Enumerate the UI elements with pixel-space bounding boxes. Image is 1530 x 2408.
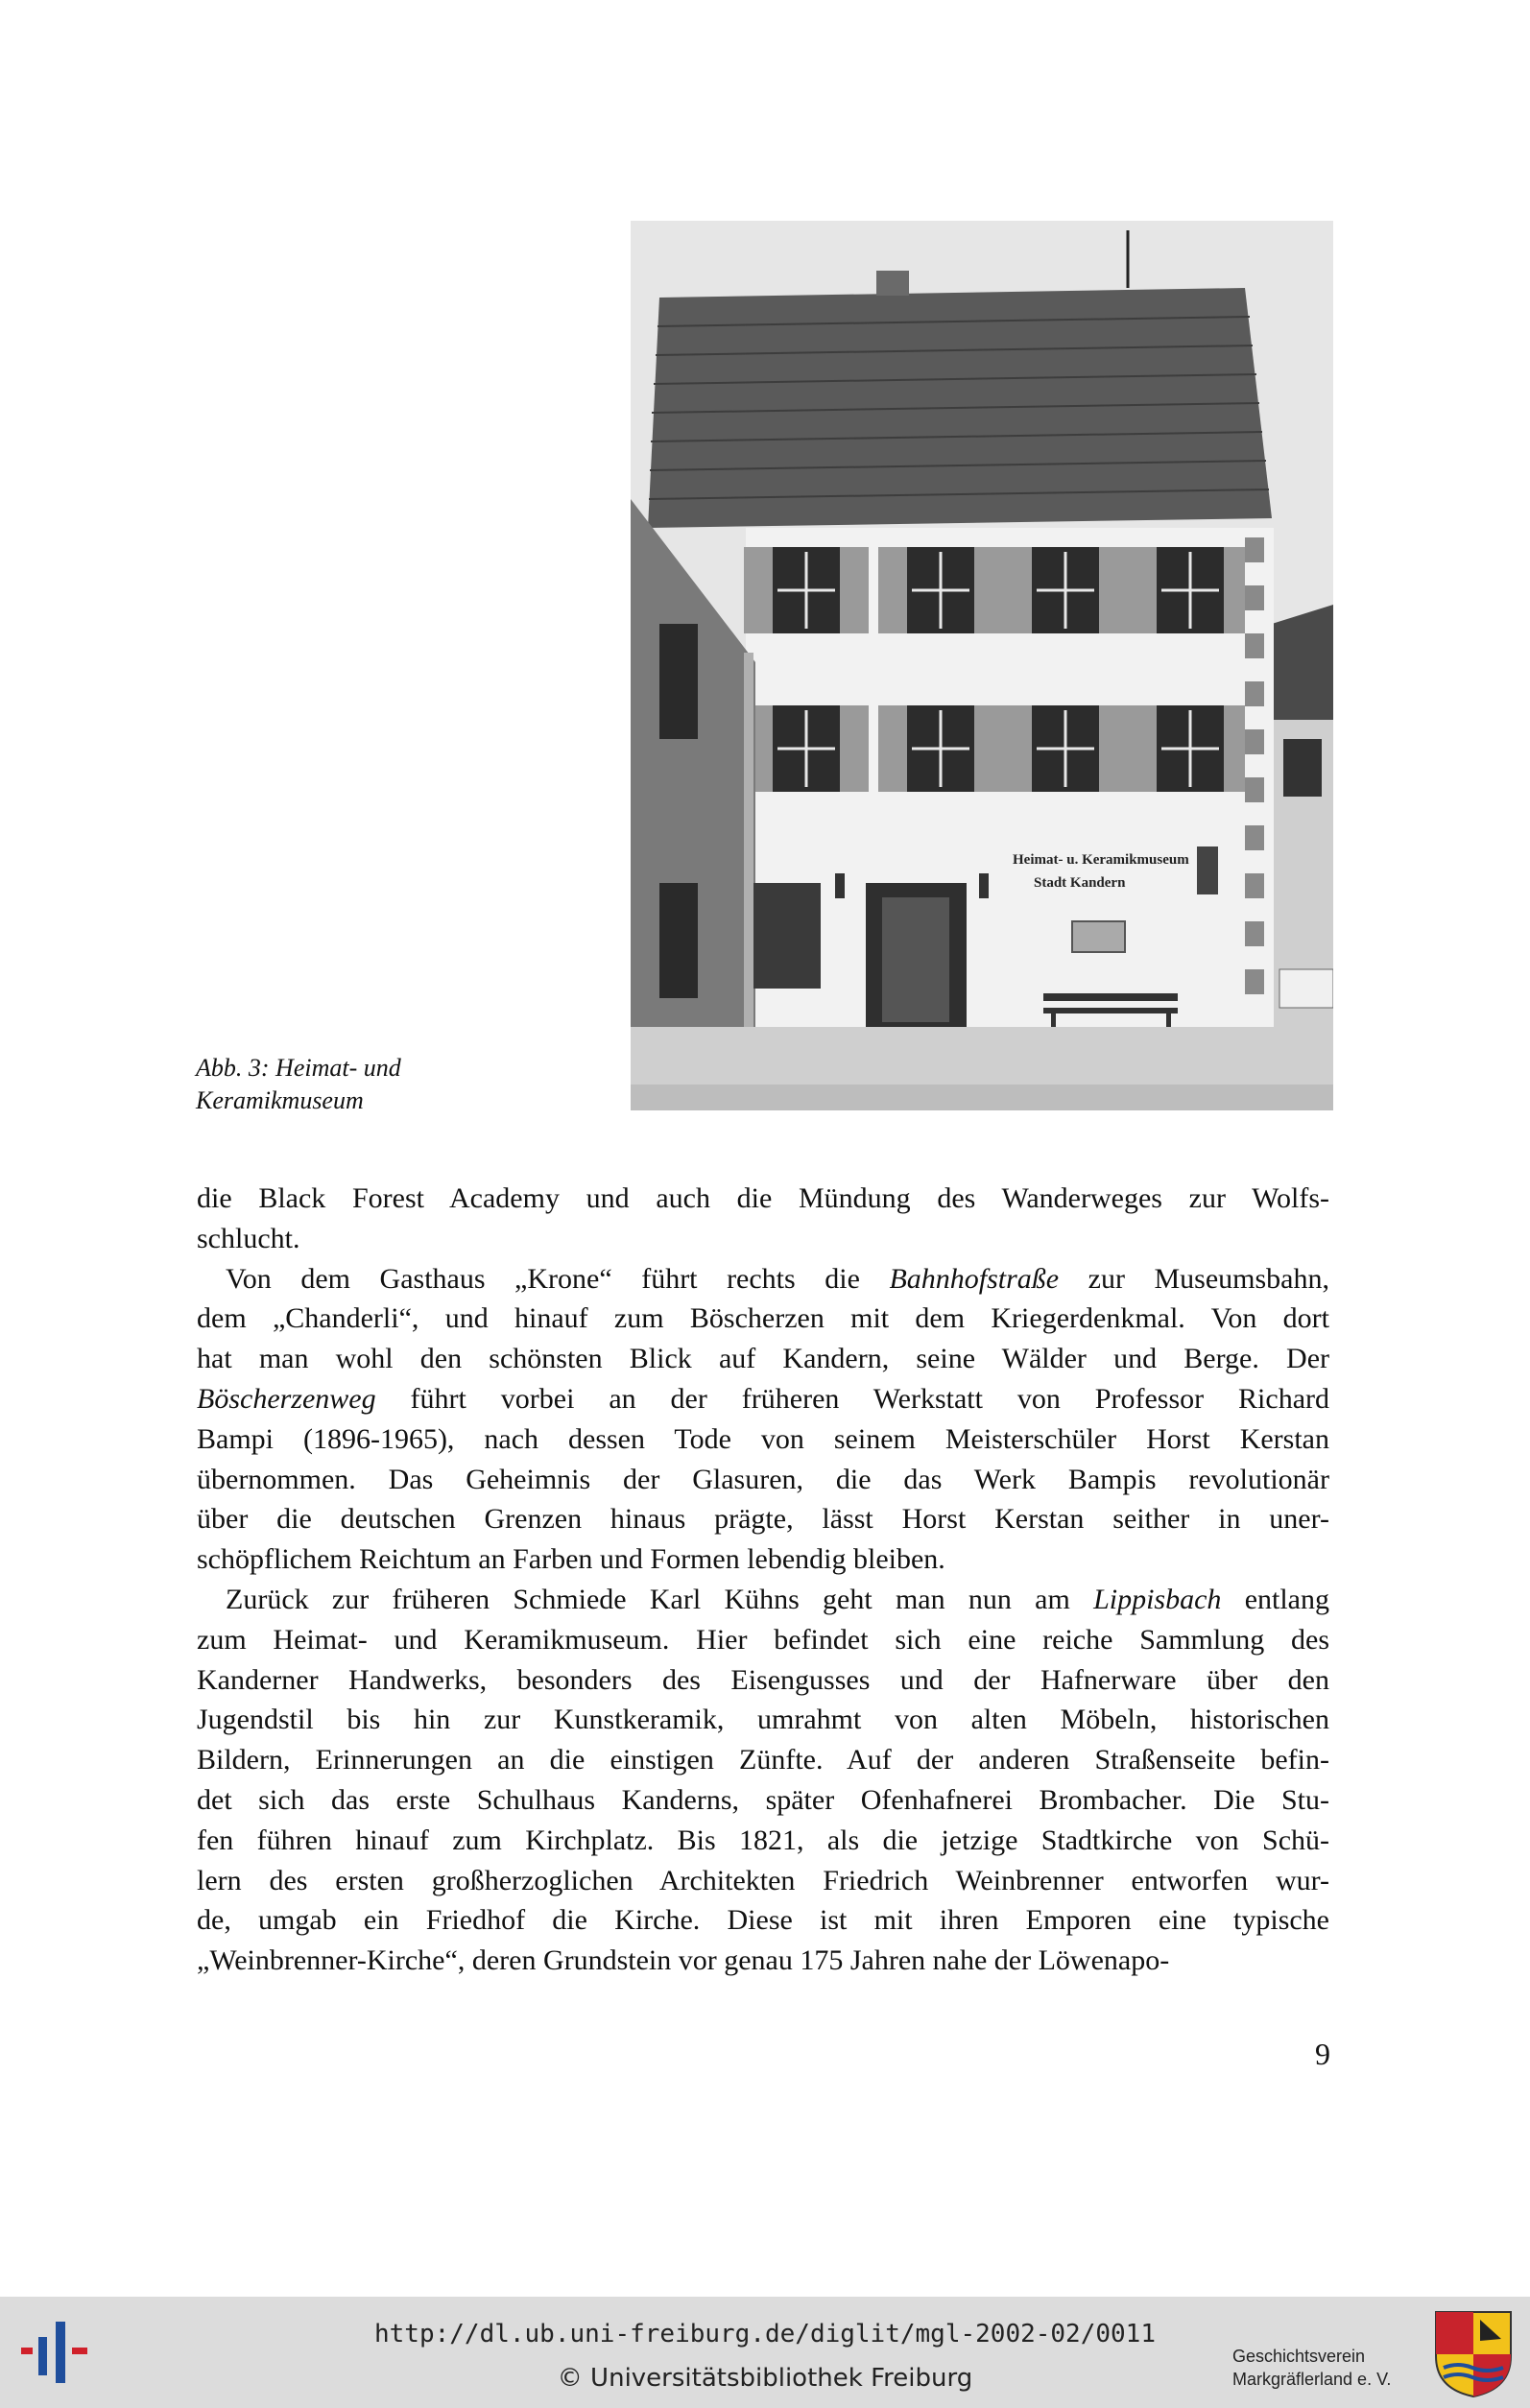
text-line [197,1900,1329,1941]
italic-term: Bahnhofstraße [889,1262,1060,1295]
italic-term: Lippisbach [1093,1583,1222,1615]
text-segment: die Black Forest Academy und auch die Mündung des Wanderweges zur Wolfs- [197,1182,1329,1214]
page-number: 9 [1315,2037,1330,2071]
text-segment: dem „Chanderli“, und hinauf zum Böscherzen mit dem Kriegerdenkmal. Von dort [197,1302,1329,1335]
text-segment: det sich das erste Schulhaus Kanderns, später Ofenhafnerei Brombacher. Die Stu- [197,1783,1329,1816]
text-line [197,1499,1329,1539]
text-line [197,1419,1329,1460]
museum-building-illustration [631,221,1333,1110]
text-line [197,1740,1329,1780]
footer-copyright: © Universitätsbibliothek Freiburg [557,2364,973,2393]
text-line [197,1821,1329,1861]
society-line-2: Markgräflerland e. V. [1232,2370,1392,2389]
text-segment: schöpflichem Reichtum an Farben und Formen lebendig bleiben. [197,1543,945,1576]
text-line [197,1580,1329,1620]
text-segment: fen führen hinauf zum Kirchplatz. Bis 1821, als die jetzige Stadtkirche von Schü- [197,1824,1329,1856]
museum-sign-line1: Heimat- u. Keramikmuseum [1013,852,1189,868]
text-line [197,1299,1329,1339]
text-segment: de, umgab ein Friedhof die Kirche. Diese ist mit ihren Emporen eine typische [197,1904,1329,1937]
text-line [197,1179,1329,1219]
text-segment: führt vorbei an der früheren Werkstatt von Professor Richard [375,1382,1329,1415]
text-line [197,1660,1329,1701]
body-text [197,1179,1329,1981]
text-segment: Zurück zur früheren Schmiede Karl Kühns geht man nun am [226,1583,1094,1615]
text-segment: übernommen. Das Geheimnis der Glasuren, die das Werk Bampis revolutionär [197,1463,1329,1495]
text-line [197,1700,1329,1740]
museum-sign-line2: Stadt Kandern [1034,875,1126,891]
footer-bar [0,2297,1530,2408]
text-line [197,1339,1329,1379]
text-segment: schlucht. [197,1222,300,1254]
caption-line-1: Abb. 3: Heimat- und [196,1054,401,1082]
text-segment: Jugendstil bis hin zur Kunstkeramik, umrahmt von alten Möbeln, historischen [197,1704,1329,1736]
caption-line-2: Keramikmuseum [196,1086,364,1114]
text-line [197,1620,1329,1660]
text-segment: entlang [1221,1583,1330,1615]
text-segment: zur Museumsbahn, [1059,1262,1329,1295]
text-line [197,1861,1329,1901]
markgraeflerland-crest-icon [1434,2310,1513,2398]
society-name [1232,2345,1391,2391]
text-segment: Kanderner Handwerks, besonders des Eisengusses und der Hafnerware über den [197,1663,1329,1696]
italic-term: Böscherzenweg [197,1382,376,1415]
text-segment: Von dem Gasthaus „Krone“ führt rechts die [226,1262,890,1295]
figure-caption [196,1052,503,1117]
text-segment: Bampi (1896-1965), nach dessen Tode von seinem Meisterschüler Horst Kerstan [197,1422,1329,1455]
text-segment: hat man wohl den schönsten Blick auf Kandern, seine Wälder und Berge. Der [197,1343,1329,1375]
text-segment: zum Heimat- und Keramikmuseum. Hier befindet sich eine reiche Sammlung des [197,1623,1329,1656]
text-segment: über die deutschen Grenzen hinaus prägte, lässt Horst Kerstan seither in uner- [197,1503,1329,1536]
text-line [197,1259,1329,1299]
text-line [197,1379,1329,1419]
text-segment: lern des ersten großherzoglichen Architekten Friedrich Weinbrenner entworfen wur- [197,1864,1329,1896]
text-segment: Bildern, Erinnerungen an die einstigen Zünfte. Auf der anderen Straßenseite befin- [197,1744,1329,1776]
text-line [197,1460,1329,1500]
museum-photo [631,221,1333,1110]
text-line [197,1941,1329,1981]
text-segment: „Weinbrenner-Kirche“, deren Grundstein vor genau 175 Jahren nahe der Löwenapo- [197,1944,1170,1977]
text-line [197,1539,1329,1580]
footer-url-link[interactable]: http://dl.ub.uni-freiburg.de/diglit/mgl-2002-02/0011 [374,2320,1156,2348]
society-line-1: Geschichtsverein [1232,2347,1366,2366]
text-line [197,1219,1329,1259]
text-line [197,1780,1329,1821]
